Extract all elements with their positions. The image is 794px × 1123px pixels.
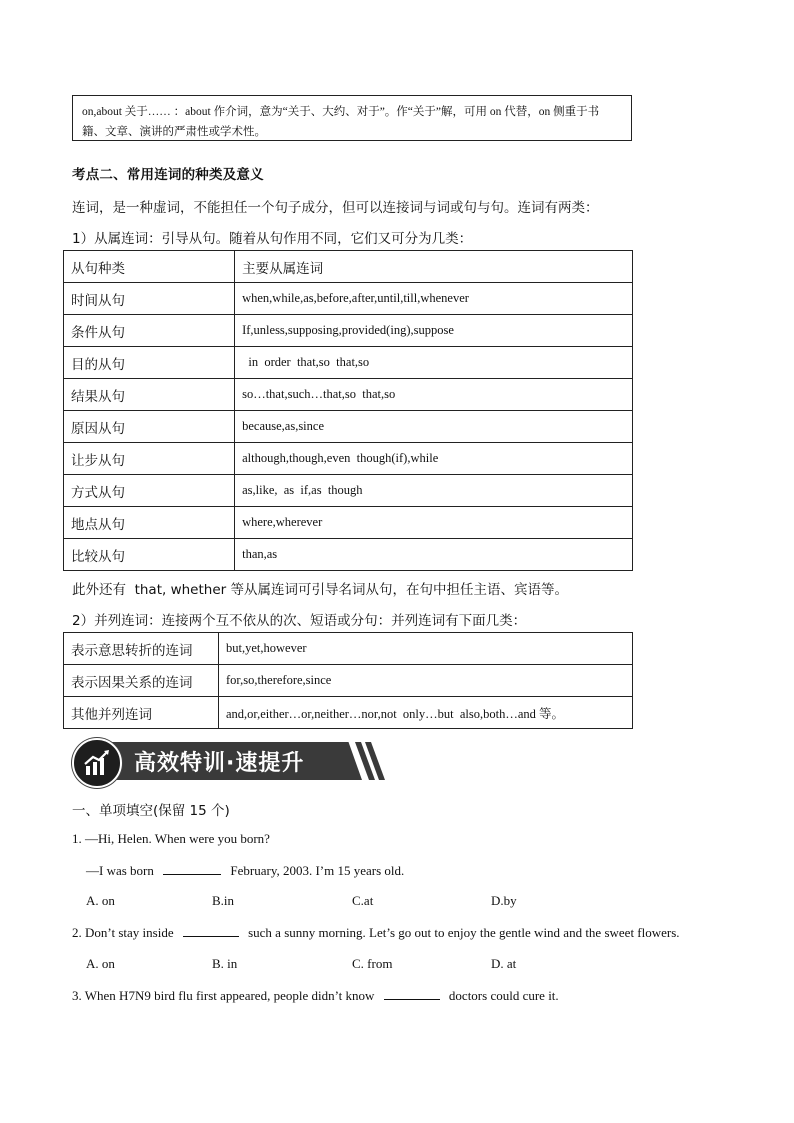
- conjunction-category: 其他并列连词: [64, 697, 219, 729]
- clause-type: 目的从句: [64, 347, 235, 379]
- conjunction-list: in order that,so that,so: [235, 347, 633, 379]
- table-row: [64, 379, 633, 411]
- banner-title: 高效特训·速提升: [134, 751, 305, 776]
- note-box: [72, 95, 632, 141]
- subordinate-intro: 1）从属连词：引导从句。随着从句作用不同，它们又可分为几类：: [72, 231, 473, 247]
- table-row: [64, 283, 633, 315]
- question-1-line-2: [86, 862, 404, 879]
- clause-type: 地点从句: [64, 507, 235, 539]
- table-row: [64, 665, 633, 697]
- table-row: [64, 475, 633, 507]
- exercise-heading: 一、单项填空(保留 15 个): [72, 803, 230, 819]
- conjunction-list: as,like, as if,as though: [235, 475, 633, 507]
- conjunction-list: although,though,even though(if),while: [235, 443, 633, 475]
- question-text: 2. Don’t stay inside: [72, 925, 174, 940]
- table-row: [64, 411, 633, 443]
- conjunction-category: 表示意思转折的连词: [64, 633, 219, 665]
- question-text: doctors could cure it.: [448, 988, 559, 1003]
- table-row: [64, 697, 633, 729]
- conjunction-list: when,while,as,before,after,until,till,whenever: [235, 283, 633, 315]
- option-a[interactable]: A. on: [86, 956, 115, 971]
- clause-type: 比较从句: [64, 539, 235, 571]
- conjunction-list: If,unless,supposing,provided(ing),suppose: [235, 315, 633, 347]
- answer-blank[interactable]: [183, 924, 239, 937]
- question-text: 3. When H7N9 bird flu first appeared, people didn’t know: [72, 988, 375, 1003]
- option-b[interactable]: B. in: [212, 956, 238, 971]
- option-c[interactable]: C. from: [352, 956, 393, 971]
- answer-blank[interactable]: [163, 862, 221, 875]
- conjunction-category: 表示因果关系的连词: [64, 665, 219, 697]
- table-row: [64, 315, 633, 347]
- coordinate-intro: 2）并列连词：连接两个互不依从的次、短语或分句：并列连词有下面几类：: [72, 613, 527, 629]
- question-text: such a sunny morning. Let’s go out to enjoy the gentle wind and the sweet flowers.: [248, 925, 680, 940]
- conjunction-list: than,as: [235, 539, 633, 571]
- table-header-cell: 主要从属连词: [235, 251, 633, 283]
- clause-type: 方式从句: [64, 475, 235, 507]
- option-c[interactable]: C.at: [352, 893, 374, 908]
- clause-type: 时间从句: [64, 283, 235, 315]
- conjunction-list: so…that,such…that,so that,so: [235, 379, 633, 411]
- clause-table: [63, 250, 633, 571]
- question-text: —I was born: [86, 863, 154, 878]
- section-banner: [72, 738, 387, 784]
- table-row: [64, 443, 633, 475]
- banner-stripes-icon: [355, 742, 389, 780]
- question-2-line-1: [72, 924, 680, 941]
- conjunction-list: for,so,therefore,since: [219, 665, 633, 697]
- option-a[interactable]: A. on: [86, 893, 115, 908]
- chart-growth-icon: [72, 738, 122, 788]
- question-1-line-1: 1. —Hi, Helen. When were you born?: [72, 831, 270, 846]
- note-text: on,about 关于…… ：about 作介词，意为“关于、大约、对于”。作“关于”解，可用 on 代替，on 侧重于书籍、文章、演讲的严肃性或学术性。: [82, 106, 600, 138]
- conjunction-list: where,wherever: [235, 507, 633, 539]
- clause-type: 条件从句: [64, 315, 235, 347]
- conjunction-list: but,yet,however: [219, 633, 633, 665]
- coordinate-table: [63, 632, 633, 729]
- table-row: [64, 507, 633, 539]
- clause-type: 原因从句: [64, 411, 235, 443]
- section-heading: 考点二、常用连词的种类及意义: [72, 167, 264, 183]
- question-text: February, 2003. I’m 15 years old.: [230, 863, 405, 878]
- option-b[interactable]: B.in: [212, 893, 235, 908]
- extra-note: 此外还有 that, whether 等从属连词可引导名词从句，在句中担任主语、宾语等。: [72, 582, 568, 598]
- table-row: [64, 347, 633, 379]
- conjunction-list: and,or,either…or,neither…nor,not only…but also,both…and 等。: [219, 697, 633, 729]
- table-row: [64, 539, 633, 571]
- clause-type: 结果从句: [64, 379, 235, 411]
- table-row: [64, 633, 633, 665]
- option-d[interactable]: D.by: [491, 893, 517, 908]
- question-3-line-1: [72, 987, 559, 1004]
- conjunction-list: because,as,since: [235, 411, 633, 443]
- answer-blank[interactable]: [384, 987, 440, 1000]
- clause-type: 让步从句: [64, 443, 235, 475]
- intro-paragraph: 连词，是一种虚词，不能担任一个句子成分，但可以连接词与词或句与句。连词有两类：: [72, 200, 599, 216]
- table-header-cell: 从句种类: [64, 251, 235, 283]
- option-d[interactable]: D. at: [491, 956, 517, 971]
- table-header-row: [64, 251, 633, 283]
